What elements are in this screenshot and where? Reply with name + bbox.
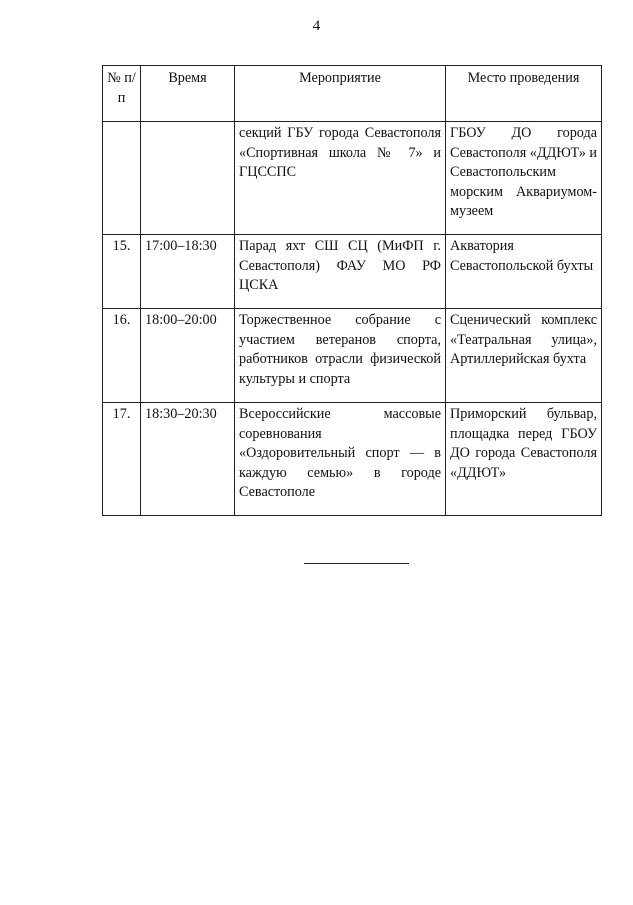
row-number <box>103 122 141 235</box>
row-time <box>141 122 235 235</box>
table-row <box>103 403 602 516</box>
header-venue: Место проведения <box>446 66 602 122</box>
row-number: 16. <box>103 309 141 403</box>
row-venue: Сценический комплекс «Театральная улица», Артиллерийская бухта <box>446 309 602 403</box>
table-header-row <box>103 66 602 122</box>
row-number: 17. <box>103 403 141 516</box>
header-number: № п/п <box>103 66 141 122</box>
row-event: Всероссийские массовые соревнования «Оздоровительный спорт — в каждую семью» в городе Севастополе <box>235 403 446 516</box>
row-number: 15. <box>103 235 141 309</box>
schedule-table <box>102 65 602 516</box>
row-event: Парад яхт СШ СЦ (МиФП г. Севастополя) ФАУ МО РФ ЦСКА <box>235 235 446 309</box>
row-time: 18:30–20:30 <box>141 403 235 516</box>
header-event: Мероприятие <box>235 66 446 122</box>
row-event: Торжественное собрание с участием ветеранов спорта, работников отрасли физической культуры и спорта <box>235 309 446 403</box>
row-time: 18:00–20:00 <box>141 309 235 403</box>
table-row <box>103 235 602 309</box>
header-time: Время <box>141 66 235 122</box>
page-number: 4 <box>312 18 321 34</box>
row-time: 17:00–18:30 <box>141 235 235 309</box>
table-row <box>103 122 602 235</box>
row-venue: ГБОУ ДО города Севастополя «ДДЮТ» и Севастопольским морским Аквариумом-музеем <box>446 122 602 235</box>
row-venue: Приморский бульвар, площадка перед ГБОУ ДО города Севастополя «ДДЮТ» <box>446 403 602 516</box>
row-venue: Акватория Севастопольской бухты <box>446 235 602 309</box>
table-row <box>103 309 602 403</box>
row-event: секций ГБУ города Севастополя «Спортивная школа № 7» и ГЦССПС <box>235 122 446 235</box>
end-of-document-line <box>304 563 409 564</box>
